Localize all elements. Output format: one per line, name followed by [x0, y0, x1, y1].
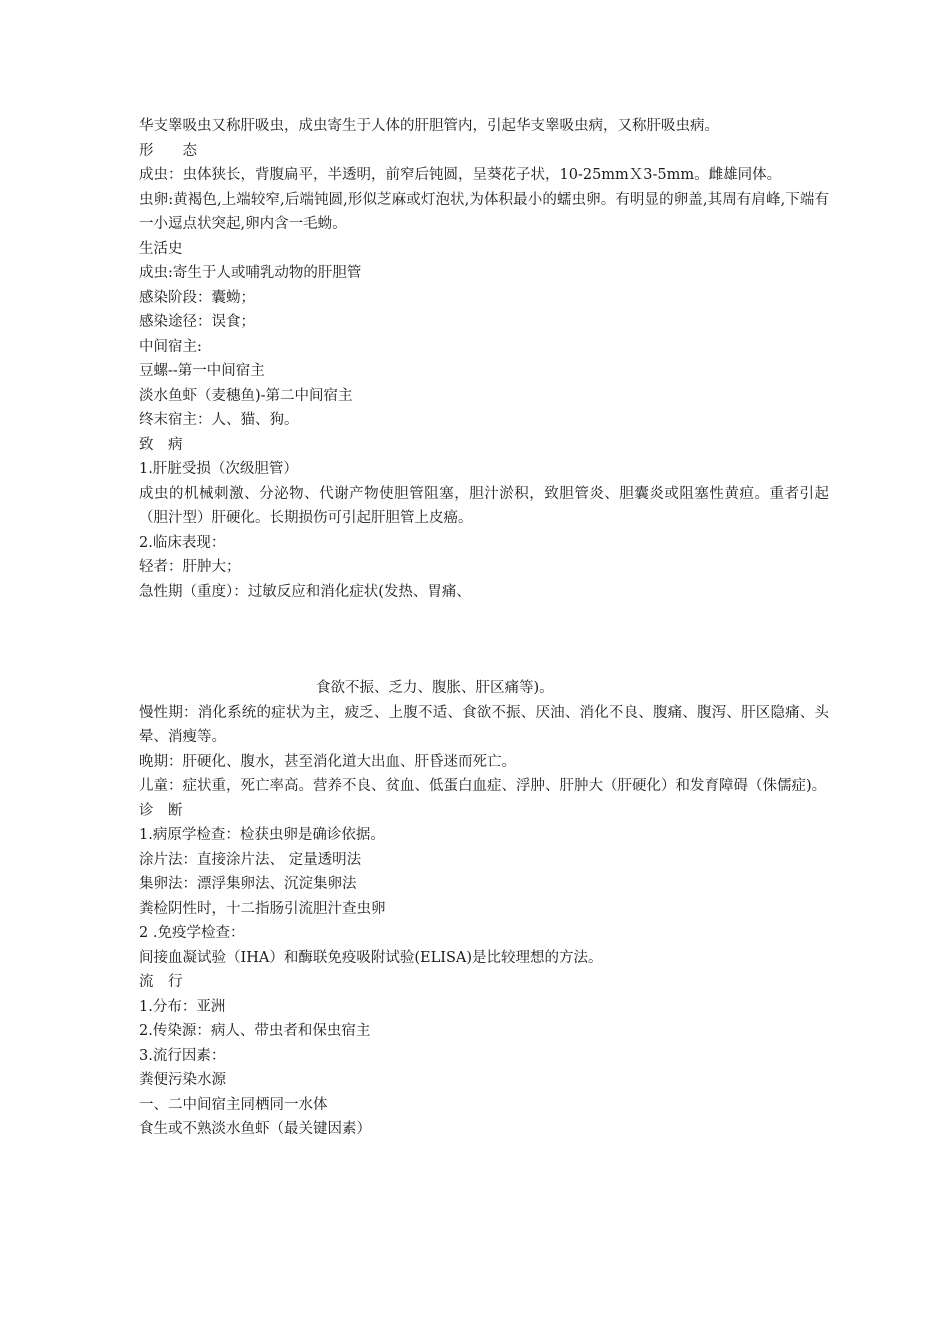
duodenal-drainage: 粪检阴性时，十二指肠引流胆汁查虫卵 [139, 900, 386, 917]
smear-method: 涂片法：直接涂片法、 定量透明法 [139, 851, 362, 868]
infection-source: 2.传染源：病人、带虫者和保虫宿主 [139, 1023, 371, 1039]
heading-diagnosis: 诊 断 [139, 802, 183, 819]
adult-description: 成虫：虫体狭长，背腹扁平，半透明，前窄后钝圆，呈葵花子状，10-25mmＸ3-5mm。雌雄同体。 [139, 167, 782, 183]
infective-stage: 感染阶段：囊蚴； [139, 289, 255, 306]
acute-phase-continued: 食欲不振、乏力、腹胀、肝区痛等)。 [316, 680, 554, 696]
concentration-method: 集卵法：漂浮集卵法、沉淀集卵法 [139, 876, 357, 892]
clinical-heading: 2.临床表现： [139, 534, 226, 551]
etiology-exam: 1.病原学检查：检获虫卵是确诊依据。 [139, 827, 385, 843]
heading-pathogenesis: 致 病 [139, 436, 183, 453]
heading-morphology: 形 态 [139, 142, 197, 159]
page-break-gap [139, 604, 829, 676]
first-intermediate-host: 豆螺--第一中间宿主 [139, 363, 265, 379]
final-host: 终末宿主：人、猫、狗。 [139, 412, 299, 428]
infection-route: 感染途径：误食； [139, 314, 255, 330]
distribution: 1.分布：亚洲 [139, 998, 226, 1015]
heading-lifecycle: 生活史 [139, 240, 183, 257]
children-cases: 儿童：症状重，死亡率高。营养不良、贫血、低蛋白血症、浮肿、肝肿大（肝硬化）和发育障碍（侏儒症)。 [139, 778, 827, 794]
adult-host: 成虫:寄生于人或哺乳动物的肝胆管 [139, 265, 362, 281]
intro-text: 华支睾吸虫又称肝吸虫，成虫寄生于人体的肝胆管内，引起华支睾吸虫病，又称肝吸虫病。 [139, 118, 719, 134]
immunology-exam: 2 .免疫学检查： [139, 925, 245, 941]
liver-damage: 1.肝脏受损（次级胆管） [139, 461, 298, 477]
late-phase: 晚期：肝硬化、腹水，甚至消化道大出血、肝昏迷而死亡。 [139, 753, 516, 770]
acute-phase: 急性期（重度）：过敏反应和消化症状(发热、胃痛、 [139, 583, 471, 600]
damage-description: 成虫的机械刺激、分泌物、代谢产物使胆管阻塞，胆汁淤积，致胆管炎、胆囊炎或阻塞性黄疸。重者引起（胆汁型）肝硬化。长期损伤可引起肝胆管上皮癌。 [139, 485, 829, 526]
document-page [139, 114, 829, 1142]
chronic-phase: 慢性期：消化系统的症状为主，疲乏、上腹不适、食欲不振、厌油、消化不良、腹痛、腹泻、肝区隐痛、头晕、消瘦等。 [139, 704, 829, 745]
intermediate-host: 中间宿主: [139, 338, 202, 355]
factor-raw-fish: 食生或不熟淡水鱼虾（最关键因素） [139, 1121, 371, 1137]
egg-description: 虫卵:黄褐色,上端较窄,后端钝圆,形似芝麻或灯泡状,为体积最小的蠕虫卵。有明显的卵盖,其周有肩峰,下端有一小逗点状突起,卵内含一毛蚴。 [139, 191, 829, 232]
iha-elisa: 间接血凝试验（IHA）和酶联免疫吸附试验(ELISA)是比较理想的方法。 [139, 949, 603, 966]
second-intermediate-host: 淡水鱼虾（麦穗鱼)-第二中间宿主 [139, 387, 353, 404]
epidemic-factors: 3.流行因素： [139, 1047, 226, 1064]
heading-epidemic: 流 行 [139, 974, 183, 990]
factor-water-pollution: 粪便污染水源 [139, 1072, 226, 1088]
factor-shared-water: 一、二中间宿主同栖同一水体 [139, 1096, 328, 1113]
mild-case: 轻者：肝肿大； [139, 559, 241, 575]
